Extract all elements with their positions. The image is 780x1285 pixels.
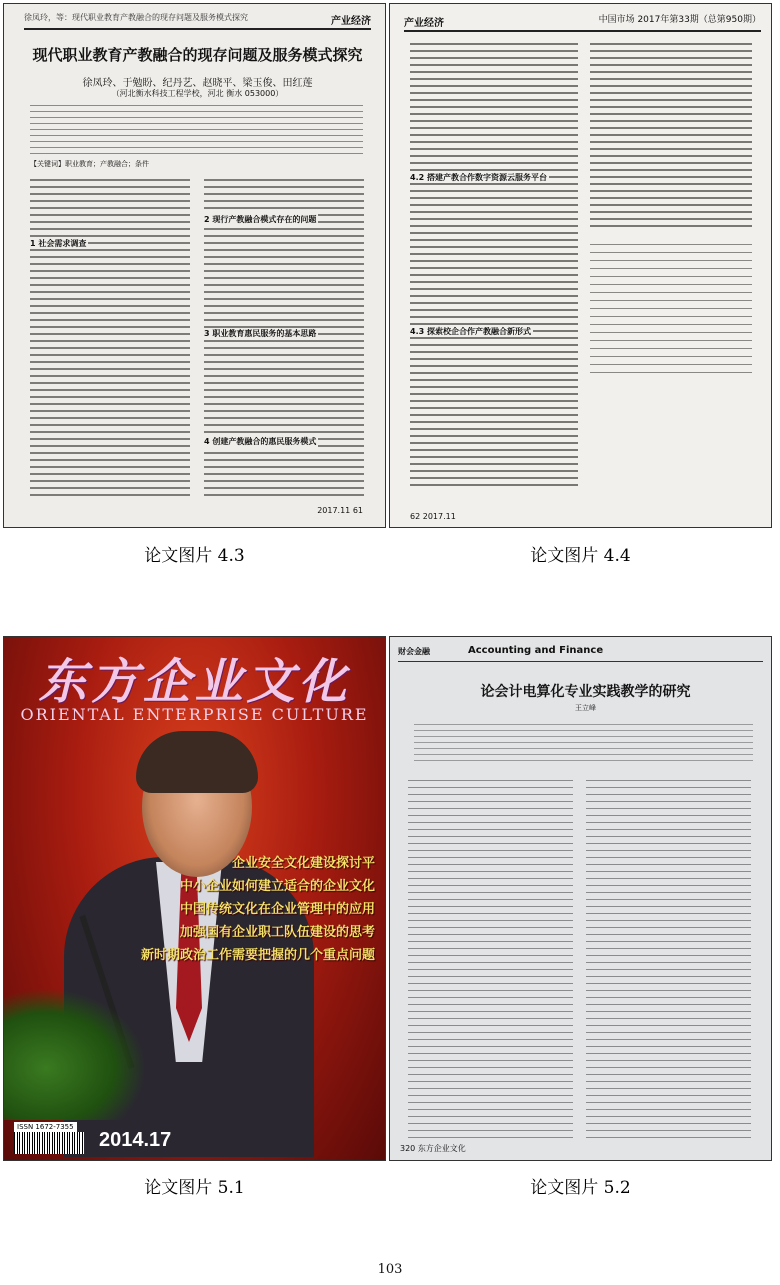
body-column-left — [410, 40, 578, 487]
journal-header — [404, 12, 761, 32]
magazine-subtitle: ORIENTAL ENTERPRISE CULTURE — [20, 705, 369, 724]
header-left: 徐凤玲，等：现代职业教育产教融合的现存问题及服务模式探究 — [24, 13, 248, 22]
issue-number: 2014.17 — [99, 1129, 172, 1151]
page-footer: 320 东方企业文化 — [400, 1144, 466, 1153]
article-authors: 徐凤玲、于勉盼、纪丹艺、赵晓平、梁玉俊、田红莲 — [82, 78, 313, 89]
body-column-left — [408, 777, 573, 1138]
hair — [136, 731, 258, 793]
cover-headline: 企业安全文化建设探讨平 — [231, 856, 375, 871]
figure-caption: 论文图片 5.2 — [530, 1178, 631, 1198]
magazine-masthead: 东方企业文化 — [38, 654, 351, 710]
plant-decoration — [4, 990, 144, 1120]
journal-header — [398, 645, 763, 662]
body-column-right — [590, 40, 752, 227]
body-column-right — [586, 777, 751, 1138]
journal-header — [24, 12, 371, 30]
section-heading: 4.2 搭建产教合作数字资源云服务平台 — [410, 173, 547, 182]
cover-headline: 中小企业如何建立适合的企业文化 — [179, 879, 375, 894]
header-right: 产业经济 — [331, 16, 371, 27]
article-title: 现代职业教育产教融合的现存问题及服务模式探究 — [32, 46, 363, 64]
section-heading: 1 社会需求调查 — [30, 239, 87, 248]
paper-photo-5-2 — [389, 636, 772, 1161]
abstract-text-block — [414, 721, 753, 761]
abstract-text-block — [30, 102, 363, 157]
issn-label: ISSN 1672-7355 — [14, 1122, 77, 1132]
body-column-right — [204, 176, 364, 497]
article-affiliation: （河北衡水科技工程学校，河北 衡水 053000） — [111, 89, 284, 98]
section-heading: 3 职业教育惠民服务的基本思路 — [204, 329, 317, 338]
magazine-cover-photo — [3, 636, 386, 1161]
keywords: 【关键词】职业教育；产教融合；条件 — [30, 160, 149, 168]
cover-headlines — [115, 852, 375, 967]
article-author: 王立峰 — [575, 704, 596, 712]
header-right: Accounting and Finance — [468, 645, 604, 656]
cover-headline: 新时期政治工作需要把握的几个重点问题 — [140, 948, 375, 963]
cover-headline: 加强国有企业职工队伍建设的思考 — [179, 925, 375, 940]
page-number: 103 — [377, 1262, 403, 1277]
body-column-left — [30, 176, 190, 497]
header-left: 财会金融 — [398, 647, 430, 656]
references-block — [590, 240, 752, 380]
header-left: 产业经济 — [404, 18, 444, 29]
page-footer: 2017.11 61 — [317, 506, 363, 515]
section-heading: 2 现行产教融合模式存在的问题 — [204, 215, 317, 224]
section-heading: 4.3 探索校企合作产教融合新形式 — [410, 327, 531, 336]
paper-photo-4-4 — [389, 3, 772, 528]
page-footer: 62 2017.11 — [410, 512, 456, 521]
cover-headline: 中国传统文化在企业管理中的应用 — [179, 902, 375, 917]
article-title: 论会计电算化专业实践教学的研究 — [480, 684, 691, 700]
barcode-icon — [14, 1132, 84, 1154]
paper-photo-4-3 — [3, 3, 386, 528]
header-right: 中国市场 2017年第33期（总第950期） — [598, 15, 761, 25]
figure-caption: 论文图片 5.1 — [144, 1178, 245, 1198]
figure-caption: 论文图片 4.3 — [144, 546, 245, 566]
figure-caption: 论文图片 4.4 — [530, 546, 631, 566]
section-heading: 4 创建产教融合的惠民服务模式 — [204, 437, 317, 446]
